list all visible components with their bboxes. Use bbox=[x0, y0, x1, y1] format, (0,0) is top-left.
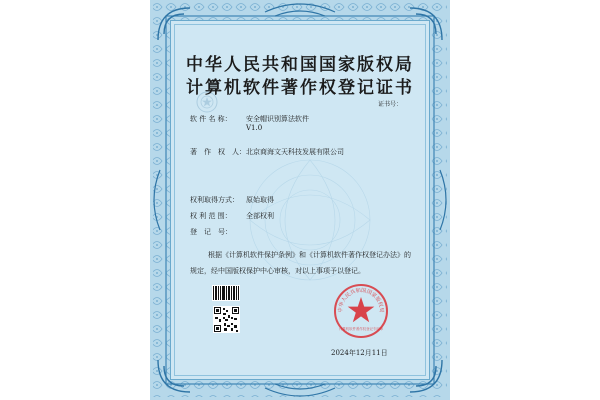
rights-scope-value: 全部权利 bbox=[246, 212, 274, 220]
software-name-value: 安全帽识别算法软件 bbox=[246, 115, 309, 123]
copyright-owner-label: 著 作 权 人： bbox=[190, 148, 246, 156]
certificate-title-line-2: 计算机软件著作权登记证书 bbox=[186, 78, 414, 98]
qr-code-icon bbox=[213, 306, 240, 333]
software-name-label: 软 件 名 称： bbox=[190, 115, 232, 123]
body-text-line-2: 规定，经中国版权保护中心审核，对以上事项予以登记。 bbox=[190, 267, 365, 275]
seal-text: 中华人民共和国国家版权局 bbox=[337, 287, 385, 313]
registration-number-label: 登 记 号： bbox=[190, 228, 232, 236]
certificate-title-line-1: 中华人民共和国国家版权局 bbox=[186, 55, 414, 75]
acquisition-method-label: 权利取得方式： bbox=[190, 196, 239, 204]
copyright-owner-value: 北京商海文天科技发展有限公司 bbox=[246, 148, 344, 156]
official-seal-icon bbox=[333, 283, 389, 339]
acquisition-method-value: 原始取得 bbox=[246, 196, 274, 204]
certificate-number-label: 证书号： bbox=[378, 101, 403, 108]
issue-date: 2024年12月11日 bbox=[331, 349, 388, 357]
body-text-line-1: 根据《计算机软件保护条例》和《计算机软件著作权登记办法》的 bbox=[208, 251, 411, 259]
rights-scope-label: 权 利 范 围： bbox=[190, 212, 232, 220]
seal-subtext: 计算机软件著作权登记专用章 bbox=[338, 327, 384, 331]
copyright-certificate bbox=[150, 0, 450, 400]
barcode-icon bbox=[212, 285, 240, 301]
software-version-value: V1.0 bbox=[246, 124, 263, 132]
